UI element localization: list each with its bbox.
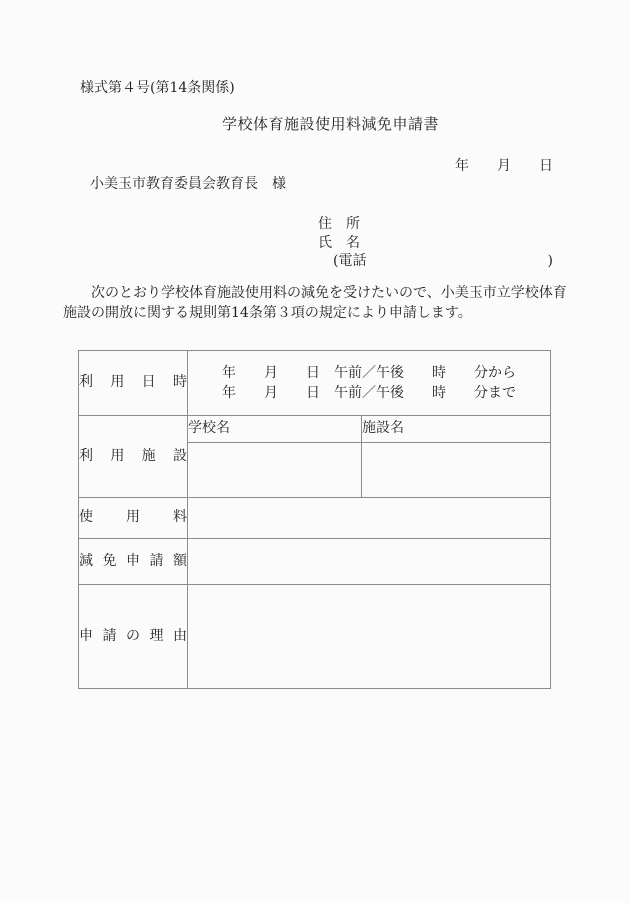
phone-close-label: ) [547, 253, 553, 269]
school-name-field [188, 443, 362, 498]
name-label: 氏 名 [318, 235, 360, 251]
address-label: 住 所 [318, 216, 360, 232]
datetime-from-line: 年 月 日 午前／午後 時 分から [222, 365, 516, 381]
facility-name-field [362, 443, 551, 498]
application-table [78, 350, 551, 689]
datetime-to-line: 年 月 日 午前／午後 時 分まで [222, 385, 516, 401]
application-reason-field [188, 585, 551, 689]
reduction-amount-field [188, 539, 551, 585]
facility-name-header: 施設名 [362, 416, 551, 443]
reduction-amount-label: 減免申請額 [79, 539, 188, 585]
school-name-header: 学校名 [188, 416, 362, 443]
usage-datetime-label: 利用日時 [79, 351, 188, 416]
usage-datetime-cell [188, 351, 551, 416]
statement-line-1: 次のとおり学校体育施設使用料の減免を受けたいので、小美玉市立学校体育 [63, 285, 567, 301]
statement-line-2: 施設の開放に関する規則第14条第３項の規定により申請します。 [63, 305, 472, 321]
application-statement [63, 283, 573, 323]
usage-fee-label: 使用料 [79, 498, 188, 539]
addressee-line: 小美玉市教育委員会教育長 様 [90, 176, 286, 192]
application-reason-label: 申請の理由 [79, 585, 188, 689]
document-title: 学校体育施設使用料減免申請書 [222, 115, 440, 133]
form-number: 様式第４号(第14条関係) [80, 80, 235, 96]
phone-open-label: (電話 [333, 253, 367, 269]
date-line: 年 月 日 [455, 158, 553, 174]
phone-line [333, 253, 553, 271]
usage-fee-field [188, 498, 551, 539]
usage-facility-label: 利用施設 [79, 416, 188, 498]
